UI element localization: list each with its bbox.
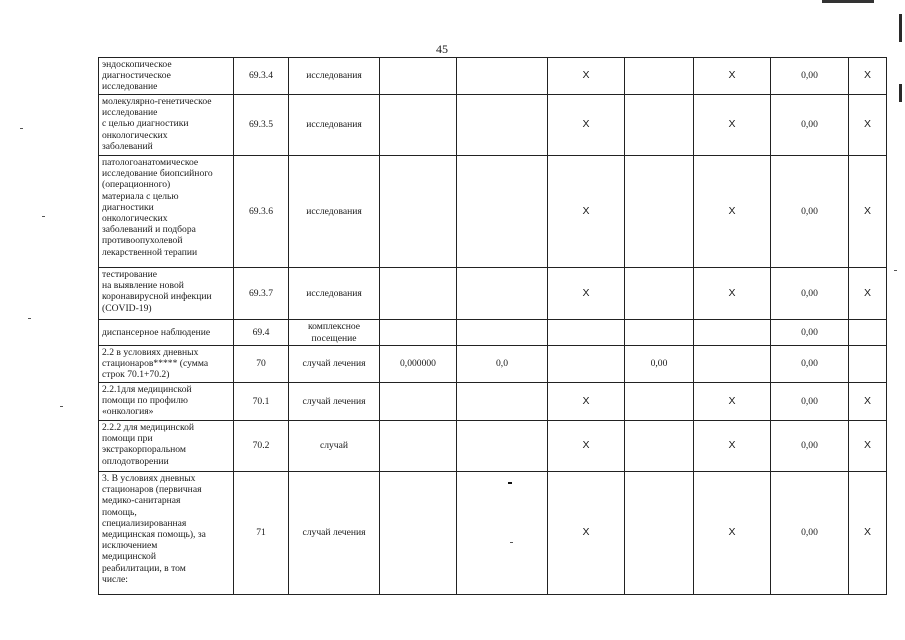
cell-name: эндоскопическое диагностическое исследование — [99, 58, 234, 95]
cell-col5 — [457, 383, 548, 421]
scan-speck — [20, 128, 23, 129]
cell-col6: X — [548, 156, 625, 268]
cell-col7 — [625, 421, 694, 472]
cell-col6: X — [548, 95, 625, 156]
cell-col9: 0,00 — [771, 346, 849, 383]
cell-col9: 0,00 — [771, 268, 849, 320]
cell-col9: 0,00 — [771, 320, 849, 346]
table-row — [99, 383, 887, 421]
cell-col6: X — [548, 268, 625, 320]
scan-speck — [894, 270, 897, 271]
cell-name: 2.2.1для медицинской помощи по профилю «онкология» — [99, 383, 234, 421]
cell-col5 — [457, 320, 548, 346]
cell-code: 69.3.7 — [234, 268, 289, 320]
cell-col7 — [625, 156, 694, 268]
cell-name: 3. В условиях дневных стационаров (первичная медико-санитарная помощь, специализированная медицинская помощь), за исключением медицинской реабилитации, в том числе: — [99, 472, 234, 595]
cell-unit: случай — [289, 421, 380, 472]
cell-col8: X — [694, 58, 771, 95]
cell-name: 2.2.2 для медицинской помощи при экстракорпоральном оплодотворении — [99, 421, 234, 472]
cell-col6: X — [548, 58, 625, 95]
cell-col8 — [694, 346, 771, 383]
cell-col9: 0,00 — [771, 472, 849, 595]
cell-col5 — [457, 95, 548, 156]
cell-col5 — [457, 421, 548, 472]
cell-name: 2.2 в условиях дневных стационаров***** (сумма строк 70.1+70.2) — [99, 346, 234, 383]
cell-col9: 0,00 — [771, 421, 849, 472]
cell-col8: X — [694, 421, 771, 472]
cell-col4 — [380, 320, 457, 346]
cell-col7 — [625, 58, 694, 95]
cell-col8 — [694, 320, 771, 346]
cell-col4 — [380, 268, 457, 320]
cell-col8: X — [694, 156, 771, 268]
cell-code: 70.2 — [234, 421, 289, 472]
cell-col5: 0,0 — [457, 346, 548, 383]
cell-col10: X — [849, 268, 887, 320]
cell-col9: 0,00 — [771, 156, 849, 268]
page-number: 45 — [436, 42, 448, 56]
table-row — [99, 320, 887, 346]
cell-col10: X — [849, 383, 887, 421]
cell-unit: случай лечения — [289, 346, 380, 383]
cell-col7 — [625, 95, 694, 156]
cell-unit: комплексное посещение — [289, 320, 380, 346]
cell-col8: X — [694, 383, 771, 421]
scan-speck — [60, 406, 63, 407]
cell-col7 — [625, 472, 694, 595]
cell-code: 69.4 — [234, 320, 289, 346]
cell-name: патологоанатомическое исследование биопсийного (операционного) материала с целью диагностики онкологических заболеваний и подбора противоопухолевой лекарственной терапии — [99, 156, 234, 268]
data-table — [98, 57, 887, 595]
cell-col6: X — [548, 421, 625, 472]
cell-col8: X — [694, 472, 771, 595]
cell-col7 — [625, 383, 694, 421]
cell-name: молекулярно-генетическое исследование с целью диагностики онкологических заболеваний — [99, 95, 234, 156]
cell-col5 — [457, 58, 548, 95]
cell-col7 — [625, 268, 694, 320]
cell-col9: 0,00 — [771, 383, 849, 421]
cell-col5 — [457, 268, 548, 320]
cell-col9: 0,00 — [771, 58, 849, 95]
cell-col10: X — [849, 421, 887, 472]
cell-col10 — [849, 320, 887, 346]
scan-speck — [28, 318, 31, 319]
cell-col6 — [548, 320, 625, 346]
cell-col4: 0,000000 — [380, 346, 457, 383]
scan-artifact-edge — [899, 14, 902, 42]
cell-col10: X — [849, 58, 887, 95]
cell-col7: 0,00 — [625, 346, 694, 383]
cell-code: 69.3.4 — [234, 58, 289, 95]
table-row — [99, 58, 887, 95]
table-row — [99, 156, 887, 268]
cell-code: 70 — [234, 346, 289, 383]
cell-col10 — [849, 346, 887, 383]
cell-col6: X — [548, 383, 625, 421]
table-row — [99, 268, 887, 320]
cell-col10: X — [849, 472, 887, 595]
cell-code: 71 — [234, 472, 289, 595]
cell-name: тестирование на выявление новой коронавирусной инфекции (COVID-19) — [99, 268, 234, 320]
cell-col5 — [457, 472, 548, 595]
cell-col8: X — [694, 95, 771, 156]
scan-artifact-top — [822, 0, 874, 3]
cell-unit: исследования — [289, 95, 380, 156]
table-row — [99, 472, 887, 595]
cell-col5 — [457, 156, 548, 268]
cell-unit: исследования — [289, 58, 380, 95]
cell-col10: X — [849, 95, 887, 156]
cell-col10: X — [849, 156, 887, 268]
cell-col4 — [380, 58, 457, 95]
cell-code: 69.3.6 — [234, 156, 289, 268]
scan-artifact-edge — [899, 84, 902, 102]
cell-col6 — [548, 346, 625, 383]
cell-name: диспансерное наблюдение — [99, 320, 234, 346]
cell-col4 — [380, 383, 457, 421]
cell-col8: X — [694, 268, 771, 320]
table-row — [99, 421, 887, 472]
cell-col4 — [380, 472, 457, 595]
cell-col4 — [380, 156, 457, 268]
cell-col4 — [380, 95, 457, 156]
table-row — [99, 95, 887, 156]
cell-code: 70.1 — [234, 383, 289, 421]
cell-col6: X — [548, 472, 625, 595]
cell-unit: исследования — [289, 156, 380, 268]
cell-col4 — [380, 421, 457, 472]
cell-unit: случай лечения — [289, 472, 380, 595]
cell-code: 69.3.5 — [234, 95, 289, 156]
cell-col9: 0,00 — [771, 95, 849, 156]
scan-speck — [42, 216, 45, 217]
cell-unit: случай лечения — [289, 383, 380, 421]
cell-col7 — [625, 320, 694, 346]
table-row — [99, 346, 887, 383]
cell-unit: исследования — [289, 268, 380, 320]
